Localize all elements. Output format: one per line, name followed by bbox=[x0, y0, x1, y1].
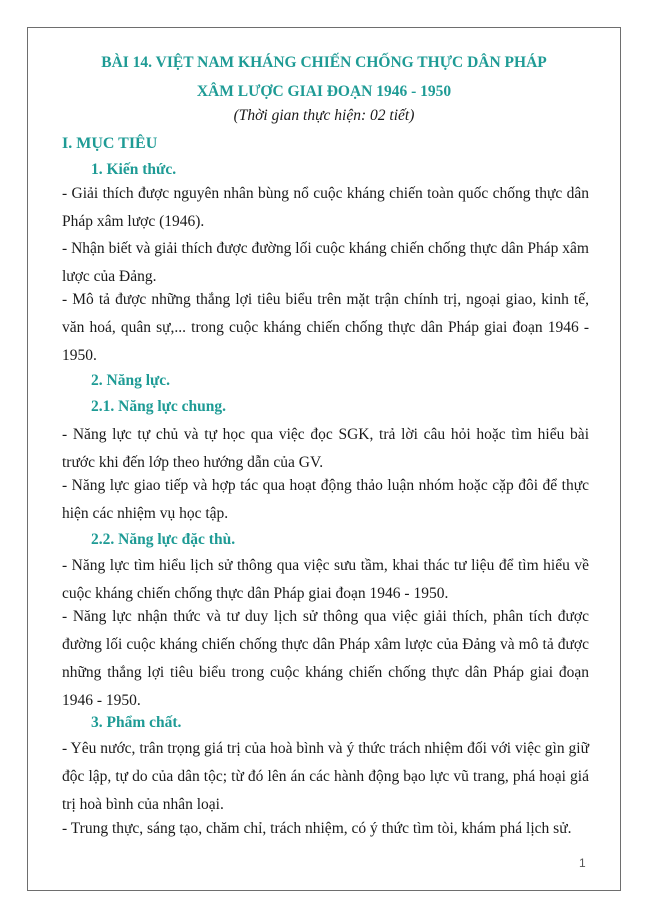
general-competency-item: - Năng lực tự chủ và tự học qua việc đọc SGK, trả lời câu hỏi hoặc tìm hiểu bài trước khi đến lớp theo hướng dẫn của GV. bbox=[62, 426, 589, 471]
lesson-title-line-2: XÂM LƯỢC GIAI ĐOẠN 1946 - 1950 bbox=[196, 83, 452, 100]
lesson-duration: (Thời gian thực hiện: 02 tiết) bbox=[233, 107, 415, 124]
knowledge-item: - Mô tả được những thắng lợi tiêu biểu trên mặt trận chính trị, ngoại giao, kinh tế, văn hoá, quân sự,... trong cuộc kháng chiến chống thực dân Pháp giai đoạn 1946 - 1950. bbox=[62, 291, 589, 364]
heading-knowledge: 1. Kiến thức. bbox=[91, 161, 177, 178]
heading-competency: 2. Năng lực. bbox=[91, 372, 171, 389]
heading-general-competency: 2.1. Năng lực chung. bbox=[91, 398, 227, 415]
section-heading-objectives: I. MỤC TIÊU bbox=[62, 135, 158, 152]
specific-competency-item: - Năng lực tìm hiểu lịch sử thông qua việc sưu tầm, khai thác tư liệu để tìm hiểu về cuộc kháng chiến chống thực dân Pháp giai đoạn 1946 - 1950. bbox=[62, 557, 589, 602]
lesson-title-line-1: BÀI 14. VIỆT NAM KHÁNG CHIẾN CHỐNG THỰC DÂN PHÁP bbox=[101, 54, 547, 71]
specific-competency-item: - Năng lực nhận thức và tư duy lịch sử thông qua việc giải thích, phân tích được đường lối cuộc kháng chiến chống thực dân Pháp xâm lược của Đảng và mô tả được những thắng lợi tiêu biểu trong cuộc kháng chiến chống thực dân Pháp giai đoạn 1946 - 1950. bbox=[62, 608, 589, 709]
qualities-item: - Yêu nước, trân trọng giá trị của hoà bình và ý thức trách nhiệm đối với việc gìn giữ độc lập, tự do của dân tộc; từ đó lên án các hành động bạo lực vũ trang, phá hoại giá trị hoà bình của nhân loại. bbox=[62, 740, 589, 813]
knowledge-item: - Giải thích được nguyên nhân bùng nổ cuộc kháng chiến toàn quốc chống thực dân Pháp xâm lược (1946). bbox=[62, 185, 589, 230]
general-competency-item: - Năng lực giao tiếp và hợp tác qua hoạt động thảo luận nhóm hoặc cặp đôi để thực hiện các nhiệm vụ học tập. bbox=[62, 477, 589, 522]
heading-qualities: 3. Phẩm chất. bbox=[91, 714, 182, 731]
knowledge-item: - Nhận biết và giải thích được đường lối cuộc kháng chiến chống thực dân Pháp xâm lược của Đảng. bbox=[62, 240, 589, 285]
page-number: 1 bbox=[579, 856, 586, 870]
heading-specific-competency: 2.2. Năng lực đặc thù. bbox=[91, 531, 236, 548]
qualities-item: - Trung thực, sáng tạo, chăm chỉ, trách nhiệm, có ý thức tìm tòi, khám phá lịch sử. bbox=[62, 820, 572, 837]
